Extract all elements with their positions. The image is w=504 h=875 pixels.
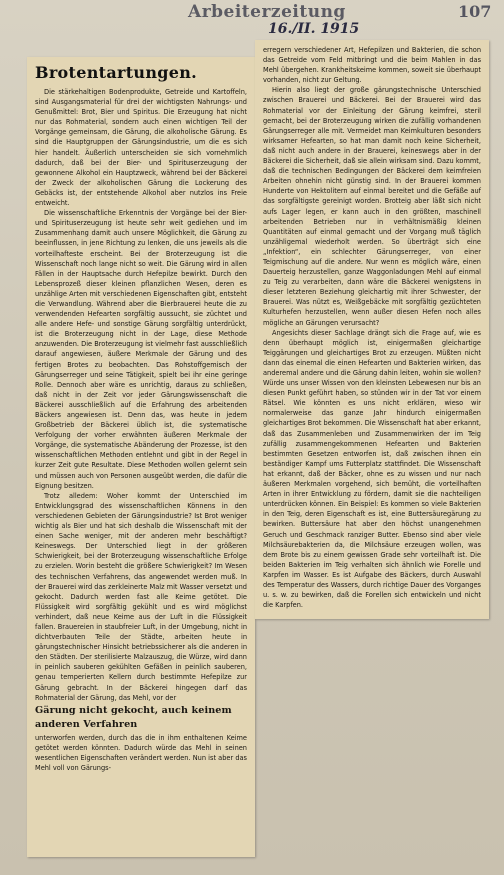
paragraph: unterworfen werden, durch das die in ihm enthaltenen Keime getötet werden könnten. Dadurch würde das Mehl in seinen wesentlichen Eigenschaften verändert werden. Nun ist aber das Mehl voll von Gärungs- (35, 733, 247, 772)
emphasis-line: Gärung nicht gekocht, auch keinem anderen Verfahren (35, 704, 232, 730)
handwritten-date: 16./II. 1915 (268, 21, 360, 37)
clipping-left-column (27, 57, 255, 857)
article-title: Brotentartungen. (35, 63, 198, 82)
paragraph: Die wissenschaftliche Erkenntnis der Vorgänge bei der Bier- und Spirituserzeugung ist heute sehr weit gediehen und im Zusammenhang damit auch unsere Möglichkeit, die Gärung zu beeinflussen, in jene Richtung zu lenken, die uns jeweils als die vorteilhafteste erscheint. Bei der Broterzeugung ist die Wissenschaft noch lange nicht so weit. Die Gärung wird in allen Fällen in der Hauptsache durch Hefepilze bewirkt. Durch den Lebensprozeß dieser kleinen pflanzlichen Wesen, deren es unzählige Arten mit verschiedenen Eigenschaften gibt, entsteht die Verwandlung. Während aber die Bierbrauerei heute die zu verwendenden Hefearten sorgfältig aussucht, sie züchtet und alle andere Hefe- und sonstige Gärung sorgfältig unterdrückt, ist die Broterzeugung nicht in der Lage, diese Methode anzuwenden. Die Broterzeugung ist vielmehr fast ausschließlich darauf angewiesen, äußere Merkmale der Gärung und des fertigen Brotes zu beobachten. Das Rohstoffgemisch der Gärungserreger und seine Tätigkeit, spielt bei ihr eine geringe Rolle. Dennoch aber wäre es unrichtig, daraus zu schließen, daß nicht in der Zeit vor jeder Gärungswissenschaft die Bäckerei ausschließlich auf die Erfahrung des arbeitenden Bäckers angewiesen ist. Denn das, was heute in jedem Großbetrieb der Bäckerei üblich ist, die systematische Verfolgung der vorher erwähnten äußeren Merkmale der Vorgänge, die systematische Abänderung der Prozesse, ist den wissenschaftlichen Methoden entlehnt und gibt in der Regel in kurzer Zeit gute Resultate. Diese Methoden wollen gelernt sein und müssen auch von Personen ausgeübt werden, die dafür die Eignung besitzen. (35, 209, 247, 490)
paragraph: Die stärkehaltigen Bodenprodukte, Getreide und Kartoffeln, sind Ausgangsmaterial für drei der wichtigsten Nahrungs- und Genußmittel: Brot, Bier und Spiritus. Die Erzeugung hat nicht nur das Rohmaterial, sondern auch einen wichtigen Teil der Vorgänge gemeinsam, die Gärung, die alkoholische Gärung. Es sind die Hauptgruppen der Gärungsindustrie, um die es sich hier handelt. Äußerlich unterscheiden sie sich vornehmlich dadurch, daß bei der Bier- und Spirituserzeugung der gewonnene Alkohol ein Hauptzweck, während bei der Bäckerei der Zweck der alkoholischen Gärung die Lockerung des Gebäcks ist, der entstehende Alkohol aber nutzlos ins Freie entweicht. (35, 88, 247, 208)
clipping-right-column (255, 40, 489, 619)
paragraph: Hierin also liegt der große gärungstechnische Unterschied zwischen Brauerei und Bäckerei. Bei der Brauerei wird das Rohmaterial vor der Einleitung der Gärung keimfrei, steril gemacht, bei der Broterzeugung wirken die zufällig vorhandenen Gärungserreger alle mit. Vermeidet man Keimkulturen besonders wirksamer Hefearten, so hat man damit noch keine Sicherheit, daß nicht auch andere in der Brauerei, keineswegs aber in der Bäckerei die Sicherheit, daß sie allein wirksam sind. Dazu kommt, daß die technischen Bedingungen der Bäckerei dem keimfreien Arbeiten ohnehin nicht günstig sind. In der Brauerei kommen Hunderte von Hektolitern auf einmal bereitet und die Gefäße auf das sorgfältigste gereinigt worden. Brotteig aber läßt sich nicht aufs Lager legen, er kann auch in den größten, maschinell arbeitenden Betrieben nur in verhältnismäßig kleinen Quantitäten auf einmal gemacht und der Vorgang muß täglich unzähligemal wiederholt werden. So überträgt sich eine „Infektion“, ein schlechter Gärungserreger, von einer Teigmischung auf die andere. Nur wenn es möglich wäre, einen Dauerteig herzustellen, ganze Waggonladungen Mehl auf einmal zu Teig zu verarbeiten, dann wäre die Bäckerei wenigstens in dieser letzteren Beziehung gleichartig mit ihrer Schwester, der Brauerei. Was nützt es, Weißgebäcke mit sorgfältig gezüchteten Kulturhefen herzustellen, wenn außer diesen Hefen noch alles mögliche an Gärungen verursacht? (263, 86, 481, 327)
page-number: 107 (458, 2, 492, 21)
paragraph: Angesichts dieser Sachlage drängt sich die Frage auf, wie es denn überhaupt möglich ist, einigermaßen gleichartige Teiggärungen und gleichartiges Brot zu erzeugen. Müßten nicht dann das einemal die einen Hefearten und Bakterien wirken, das anderemal andere und die Gärung dahin leiten, wohin sie wollen? Würde uns unser Wissen von den kleinsten Lebewesen nur bis an diesen Punkt geführt haben, so stünden wir in der Tat vor einem Rätsel. Wie könnten es uns nicht erklären, wieso wir normalerweise das ganze Jahr hindurch einigermaßen gleichartiges Brot bekommen. Die Wissenschaft hat aber erkannt, daß das Zusammenleben und Zusammenwirken der im Teig zufällig zusammengekommenen Hefearten und Bakterien bestimmten Gesetzen entworfen ist, daß zwischen ihnen ein beständiger Kampf ums Futterplatz stattfindet. Die Wissenschaft hat erkannt, daß der Bäcker, ohne es zu wissen und nur nach äußeren Merkmalen vorgehend, sich bemüht, die vorteilhaften Arten in ihrer Entwicklung zu fördern, damit sie die nachteiligen unterdrücken können. Ein Beispiel: Es kommen so viele Bakterien in den Teig, deren Eigenschaft es ist, eine Buttersäuregärung zu bewirken. Buttersäure hat aber den höchst unangenehmen Geruch und Geschmack ranziger Butter. Ebenso sind aber viele Milchsäurebakterien da, die Milchsäure erzeugen wollen, was dem Brote bis zu einem gewissen Grade sehr vorteilhaft ist. Die beiden Bakterien im Teig verhalten sich ähnlich wie Forelle und Karpfen im Wasser. Es ist Aufgabe des Bäckers, durch Auswahl des Temperatur des Wassers, durch richtige Dauer des Vorganges u. s. w. zu bewirken, daß die Forellen sich entwickeln und nicht die Karpfen. (263, 328, 481, 610)
left-column-text (35, 63, 247, 773)
paragraph: Trotz alledem: Woher kommt der Unterschied im Entwicklungsgrad des wissenschaftlichen Könnens in den verschiedenen Gebieten der Gärungsindustrie? Ist Brot weniger wichtig als Bier und hat sich deshalb die Wissenschaft mit der einen Sache weniger, mit der anderen mehr beschäftigt? Keineswegs. Der Unterschied liegt in der größeren Schwierigkeit, bei der Broterzeugung wissenschaftliche Erfolge zu erzielen. Worin besteht die größere Schwierigkeit? Im Wesen des technischen Verfahrens, das angewendet werden muß. In der Brauerei wird das zerkleinerte Malz mit Wasser versetzt und gekocht. Dadurch werden fast alle Keime getötet. Die Flüssigkeit wird sorgfältig gekühlt und es wird möglichst verhindert, daß neue Keime aus der Luft in die Flüssigkeit fallen. Brauereien in staubfreier Luft, in der Umgebung, nicht in dichtverbauten Teile der Städte, arbeiten heute in gärungstechnischer Hinsicht betriebssicherer als die anderen in den Städten. Der sterilisierte Malzauszug, die Würze, wird dann in peinlich sauberen gekühlten Gefäßen in peinlich sauberen, genau temperierten Kellern durch bestimmte Hefepilze zur Gärung gebracht. In der Bäckerei hingegen darf das Rohmaterial der Gärung, das Mehl, vor der (35, 491, 247, 702)
newspaper-name: Arbeiterzeitung (188, 2, 346, 22)
right-column-text (263, 45, 481, 610)
paragraph: erregern verschiedener Art, Hefepilzen und Bakterien, die schon das Getreide vom Feld mitbringt und die beim Mahlen in das Mehl übergehen. Krankheitskeime kommen, soweit sie überhaupt vorhanden, nicht zur Geltung. (263, 46, 481, 85)
